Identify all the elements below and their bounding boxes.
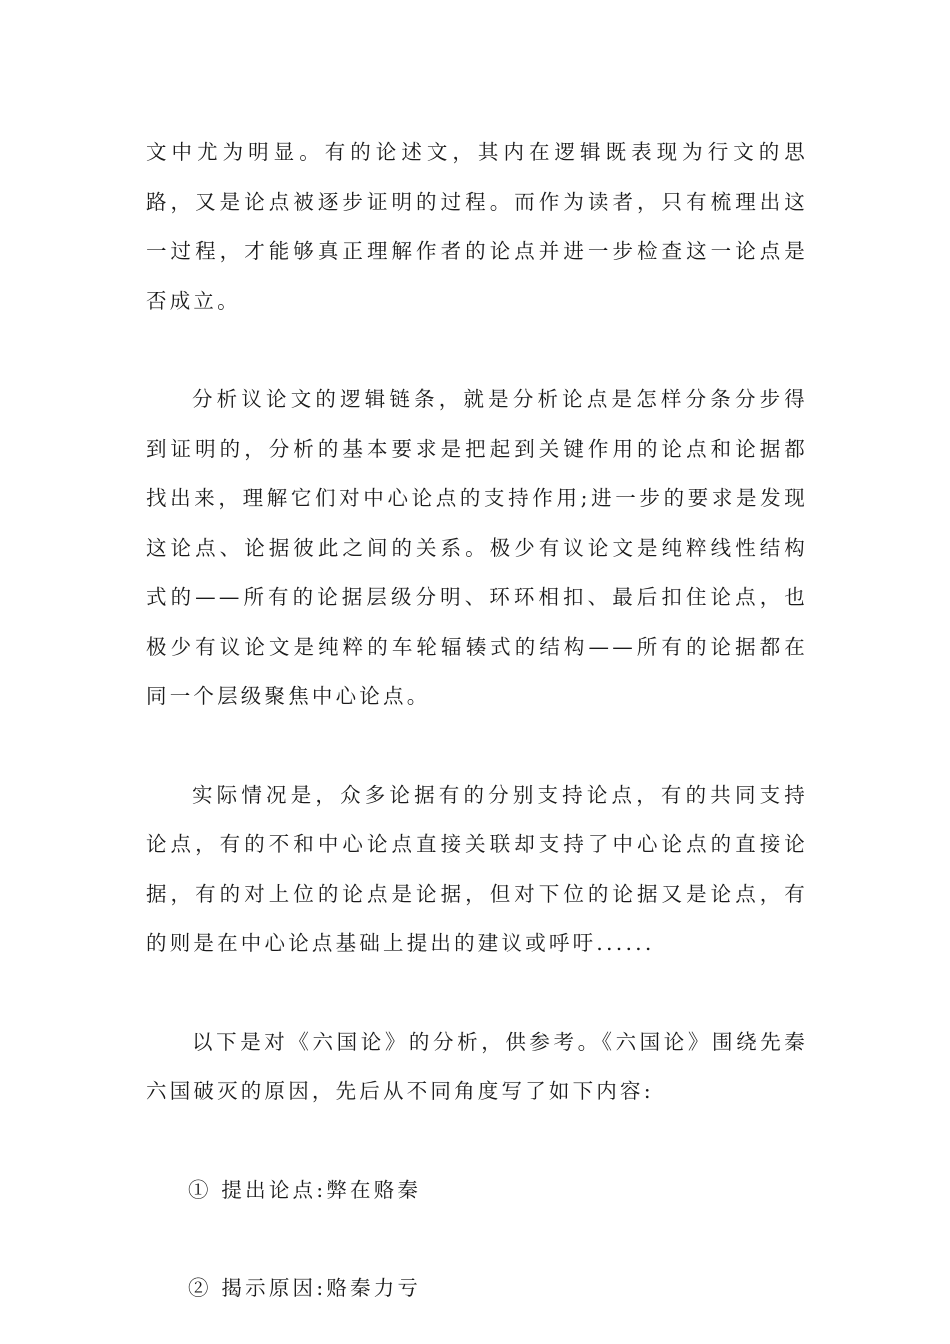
- paragraph-gap: [146, 722, 808, 771]
- list-item-2: ② 揭示原因:赂秦力亏: [188, 1276, 422, 1300]
- paragraph-gap: [146, 326, 808, 375]
- paragraph-actual-situation: 实际情况是，众多论据有的分别支持论点，有的共同支持论点，有的不和中心论点直接关联却支持了中心论点的直接论据，有的对上位的论点是论据，但对下位的论据又是论点，有的则是在中心论点基础上提出的建议或呼吁......: [146, 782, 808, 955]
- paragraph-continuation: 文中尤为明显。有的论述文，其内在逻辑既表现为行文的思路，又是论点被逐步证明的过程。而作为读者，只有梳理出这一过程，才能够真正理解作者的论点并进一步检查这一论点是否成立。: [146, 140, 808, 313]
- paragraph-logic-chain: 分析议论文的逻辑链条，就是分析论点是怎样分条分步得到证明的，分析的基本要求是把起到关键作用的论点和论据都找出来，理解它们对中心论点的支持作用;进一步的要求是发现这论点、论据彼此之间的关系。极少有议论文是纯粹线性结构式的——所有的论据层级分明、环环相扣、最后扣住论点，也极少有议论文是纯粹的车轮辐辏式的结构——所有的论据都在同一个层级聚焦中心论点。: [146, 387, 808, 708]
- paragraph-gap: [146, 1117, 808, 1166]
- document-page: [146, 128, 808, 1314]
- paragraph-gap: [146, 969, 808, 1018]
- paragraph-gap: [146, 1215, 808, 1264]
- list-item-1: ① 提出论点:弊在赂秦: [188, 1177, 422, 1202]
- paragraph-liuguolun-intro: 以下是对《六国论》的分析，供参考。《六国论》围绕先秦六国破灭的原因，先后从不同角度写了如下内容:: [146, 1029, 808, 1103]
